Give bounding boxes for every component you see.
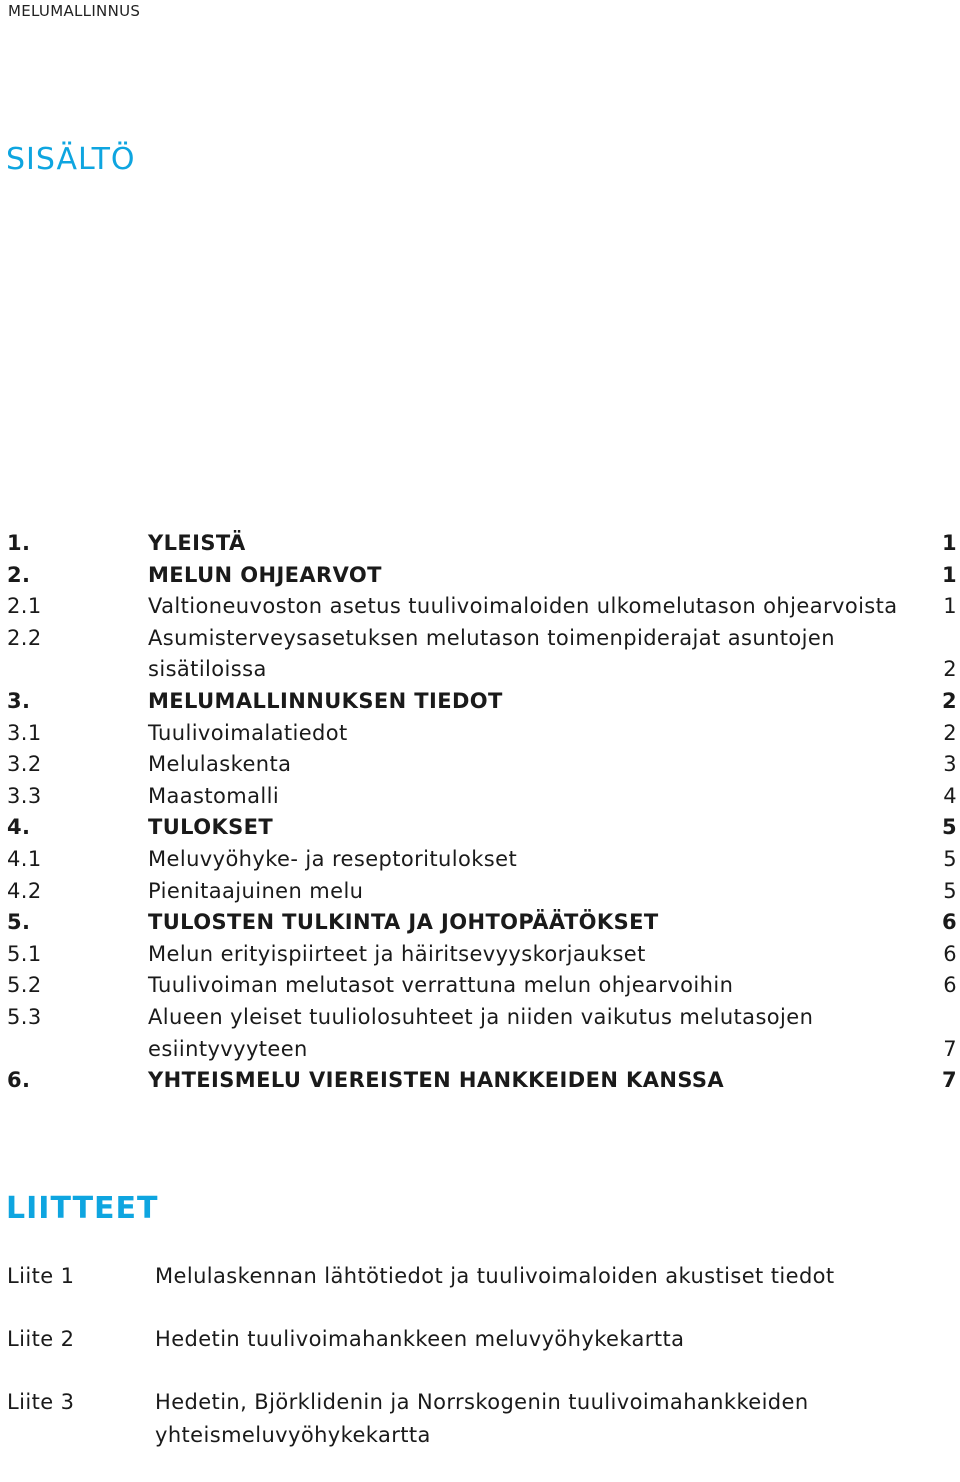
toc-entry-number: 5.1 xyxy=(7,941,42,966)
toc-entry-number: 3. xyxy=(7,688,31,713)
toc-entry-number: 4.2 xyxy=(7,878,42,903)
appendix-title: Melulaskennan lähtötiedot ja tuulivoimaloiden akustiset tiedot xyxy=(155,1264,835,1288)
toc-entry-title: TULOSTEN TULKINTA JA JOHTOPÄÄTÖKSET xyxy=(148,910,659,935)
toc-entry-number: 1. xyxy=(7,531,31,555)
appendix-label: Liite 1 xyxy=(7,1264,75,1288)
toc-entry-page: 5 xyxy=(941,815,957,840)
toc-entry-number: 3.3 xyxy=(7,783,42,808)
toc-entry[interactable] xyxy=(7,812,957,844)
toc-entry-number: 3.1 xyxy=(7,720,42,745)
toc-entry-title: Meluvyöhyke- ja reseptoritulokset xyxy=(148,846,518,871)
appendix-item[interactable] xyxy=(7,1386,927,1452)
toc-entry-page: 1 xyxy=(941,562,957,587)
toc-entry[interactable] xyxy=(7,876,957,908)
toc-entry[interactable] xyxy=(7,623,957,686)
toc-entry-number: 2.2 xyxy=(7,625,42,650)
toc-title: SISÄLTÖ xyxy=(6,142,136,177)
table-of-contents xyxy=(7,528,957,1097)
appendix-label: Liite 2 xyxy=(7,1327,75,1351)
toc-entry-page: 7 xyxy=(943,1036,957,1061)
appendix-title: Hedetin tuulivoimahankkeen meluvyöhykekartta xyxy=(155,1327,685,1351)
toc-entry-number: 4.1 xyxy=(7,846,42,871)
toc-entry[interactable] xyxy=(7,591,957,623)
toc-entry-page: 6 xyxy=(943,941,957,966)
toc-entry-title: TULOKSET xyxy=(148,815,274,840)
toc-entry[interactable] xyxy=(7,528,957,560)
toc-entry[interactable] xyxy=(7,560,957,592)
toc-entry-title: Melun erityispiirteet ja häiritsevyyskorjaukset xyxy=(148,941,646,966)
toc-entry-title: Asumisterveysasetuksen melutason toimenpiderajat asuntojen sisätiloissa xyxy=(148,625,835,682)
toc-entry-number: 4. xyxy=(7,815,31,840)
toc-entry-title: Tuulivoiman melutasot verrattuna melun ohjearvoihin xyxy=(148,973,734,998)
appendix-list xyxy=(7,1260,927,1482)
toc-entry[interactable] xyxy=(7,1002,957,1065)
toc-entry-title: Tuulivoimalatiedot xyxy=(148,720,348,745)
appendices-title: LIITTEET xyxy=(6,1191,159,1226)
toc-entry-page: 5 xyxy=(943,878,957,903)
running-header: MELUMALLINNUS xyxy=(8,2,141,20)
toc-entry-page: 1 xyxy=(943,594,957,619)
toc-entry-page: 2 xyxy=(943,720,957,745)
toc-entry-title: Pienitaajuinen melu xyxy=(148,878,364,903)
toc-entry-page: 2 xyxy=(941,688,957,713)
toc-entry[interactable] xyxy=(7,844,957,876)
toc-entry-title: Alueen yleiset tuuliolosuhteet ja niiden vaikutus melutasojen esiintyvyyteen xyxy=(148,1004,814,1061)
toc-entry-number: 2.1 xyxy=(7,594,42,619)
toc-entry-title: YLEISTÄ xyxy=(148,531,246,555)
toc-entry[interactable] xyxy=(7,781,957,813)
toc-entry-number: 5.2 xyxy=(7,973,42,998)
toc-entry[interactable] xyxy=(7,749,957,781)
toc-entry-title: MELUN OHJEARVOT xyxy=(148,562,382,587)
appendix-title: Hedetin, Björklidenin ja Norrskogenin tuulivoimahankkeiden yhteismeluvyöhykekartta xyxy=(155,1390,809,1447)
toc-entry-page: 7 xyxy=(941,1068,957,1093)
toc-entry-page: 1 xyxy=(941,531,957,555)
toc-entry-title: Maastomalli xyxy=(148,783,280,808)
toc-entry[interactable] xyxy=(7,939,957,971)
toc-entry-number: 6. xyxy=(7,1068,31,1093)
toc-entry[interactable] xyxy=(7,718,957,750)
toc-entry-title: MELUMALLINNUKSEN TIEDOT xyxy=(148,688,503,713)
toc-entry[interactable] xyxy=(7,970,957,1002)
toc-entry-title: Melulaskenta xyxy=(148,752,292,777)
toc-entry-page: 3 xyxy=(943,752,957,777)
toc-entry-number: 5. xyxy=(7,910,31,935)
toc-entry[interactable] xyxy=(7,907,957,939)
toc-entry[interactable] xyxy=(7,686,957,718)
toc-entry-title: Valtioneuvoston asetus tuulivoimaloiden ulkomelutason ohjearvoista xyxy=(148,594,898,619)
toc-entry-title: YHTEISMELU VIEREISTEN HANKKEIDEN KANSSA xyxy=(148,1068,725,1093)
toc-entry-number: 2. xyxy=(7,562,31,587)
toc-entry-number: 3.2 xyxy=(7,752,42,777)
appendix-label: Liite 3 xyxy=(7,1390,75,1414)
toc-entry-page: 6 xyxy=(941,910,957,935)
appendix-item[interactable] xyxy=(7,1323,927,1356)
toc-entry-page: 2 xyxy=(943,657,957,682)
toc-entry-page: 6 xyxy=(943,973,957,998)
toc-entry-page: 5 xyxy=(943,846,957,871)
toc-entry-page: 4 xyxy=(943,783,957,808)
toc-entry-number: 5.3 xyxy=(7,1004,42,1029)
appendix-item[interactable] xyxy=(7,1260,927,1293)
toc-entry[interactable] xyxy=(7,1065,957,1097)
